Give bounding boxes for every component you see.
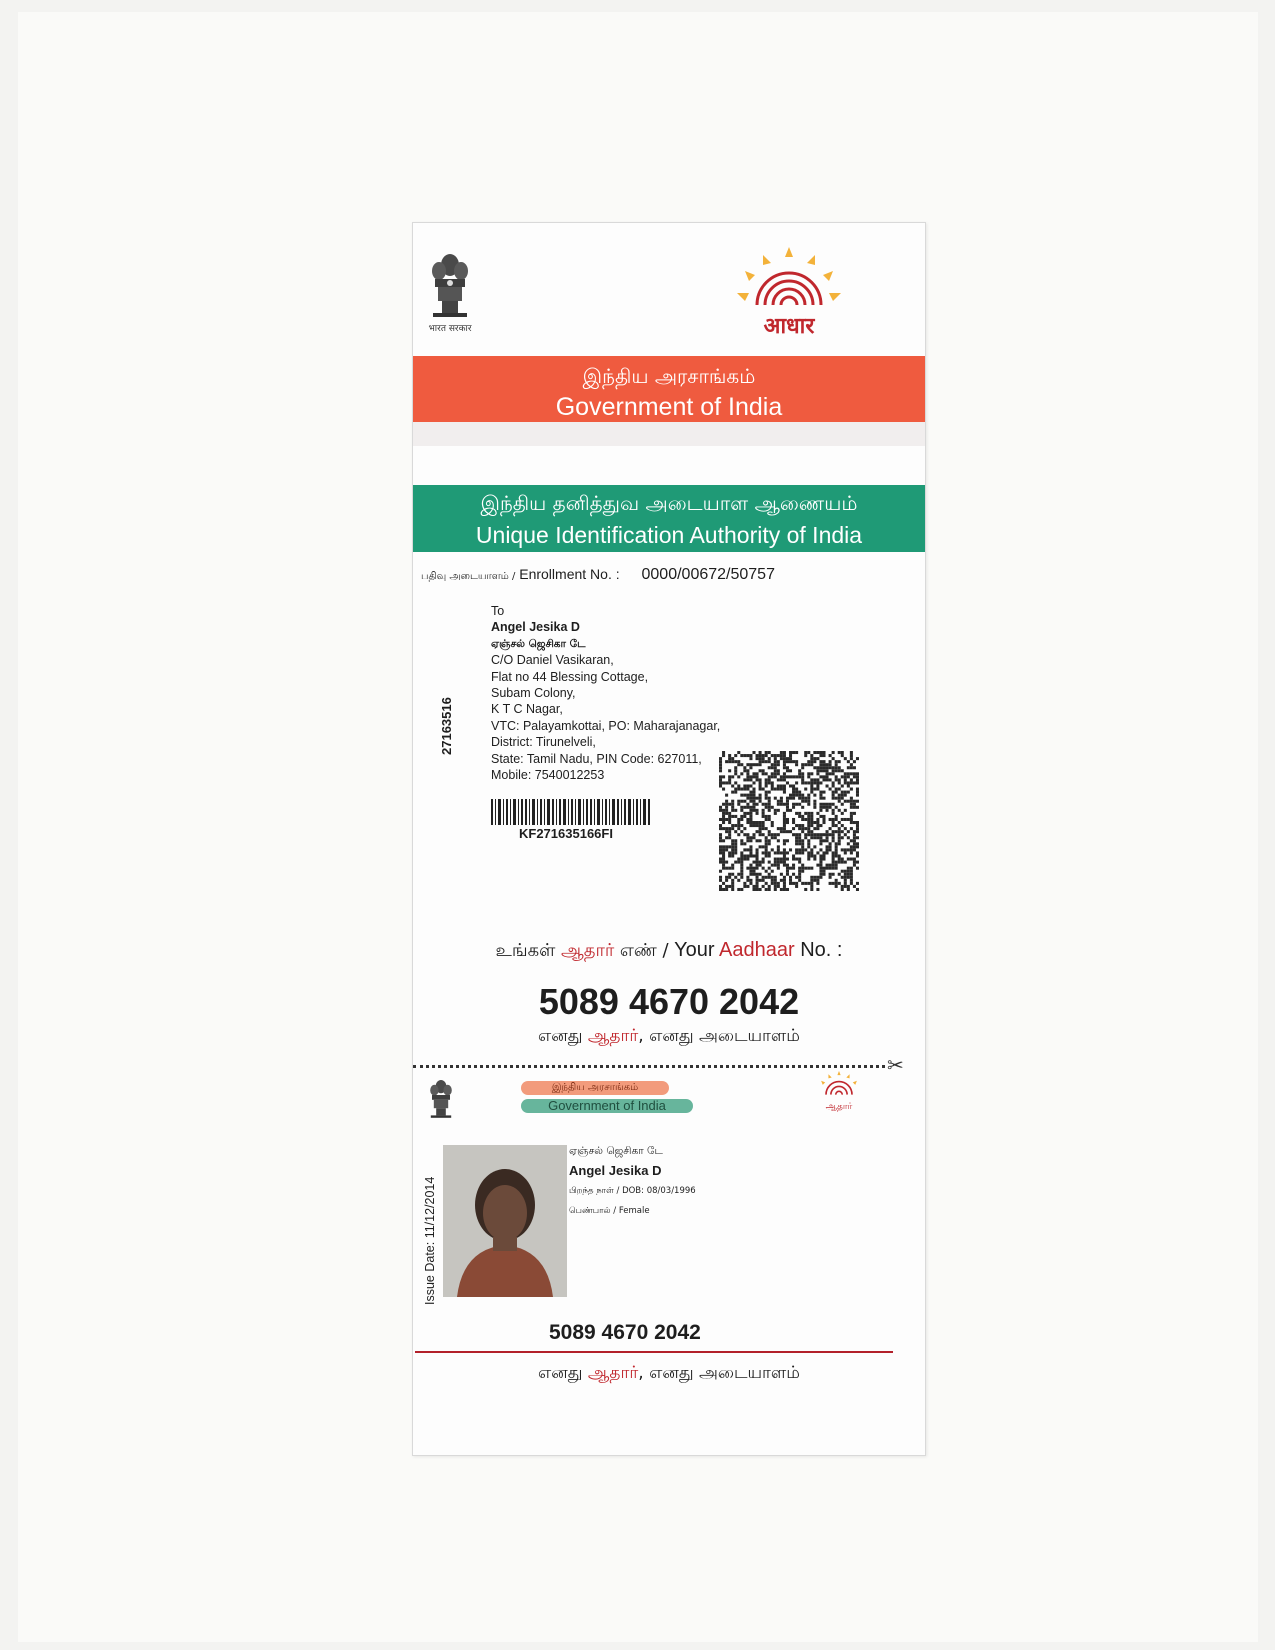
your-label-english-prefix: Your [674,939,715,961]
slogan-part1: எனது [538,1026,583,1046]
mini-slogan-aadhaar: ஆதார் [587,1363,639,1383]
government-english: Government of India [555,393,783,421]
your-label-english-suffix: No. : [800,939,843,961]
uidai-tamil: இந்திய தனித்துவ அடையாள ஆணையம் [480,491,858,515]
emblem-caption: भारत सरकार [428,324,472,334]
side-code: 27163516 [439,697,454,755]
mini-logo-text: ஆதார் [825,1102,853,1112]
address-block [491,603,720,783]
your-aadhaar-label [413,939,925,963]
barcode-icon [491,799,651,825]
qr-code-icon [719,751,859,891]
address-line: Mobile: 7540012253 [491,768,605,783]
aadhaar-number: 5089 4670 2042 [538,981,800,1022]
enrollment-number: 0000/00672/50757 [641,566,775,583]
mini-aadhaar-number: 5089 4670 2042 [549,1321,701,1344]
enrollment-label: Enrollment No. : [519,566,620,582]
resident-photo [443,1145,567,1297]
slogan-part2: , எனது அடையாளம் [638,1026,800,1046]
government-band [413,356,925,422]
mini-details [569,1141,696,1221]
address-line: Flat no 44 Blessing Cottage, [491,669,649,684]
aadhaar-logo-text: आधार [763,314,815,339]
cut-line [413,1065,885,1068]
mini-gender: பெண்பால் / Female [569,1206,650,1216]
uidai-english: Unique Identification Authority of India [475,522,863,548]
mini-gov-english: Government of India [521,1099,693,1113]
slogan [413,1026,925,1048]
mini-dob: பிறந்த நாள் / DOB: 08/03/1996 [569,1186,696,1196]
government-tamil: இந்திய அரசாங்கம் [582,364,756,388]
address-line: C/O Daniel Vasikaran, [491,653,614,668]
address-to: To [491,604,505,618]
your-label-english-aadhaar: Aadhaar [719,939,795,961]
address-line: K T C Nagar, [491,702,563,717]
aadhaar-logo-icon [733,247,845,311]
address-line: VTC: Palayamkottai, PO: Maharajanagar, [491,718,721,733]
mini-emblem-icon [421,1075,461,1121]
mini-aadhaar-logo [813,1071,865,1113]
mini-name: Angel Jesika D [569,1163,662,1178]
mini-name-tamil: ஏஞ்சல் ஜெசிகா டே [569,1145,663,1157]
band-divider [413,422,925,446]
red-divider [415,1351,893,1353]
issue-date: Issue Date: 11/12/2014 [423,1176,437,1305]
mini-gov-tamil: இந்திய அரசாங்கம் [521,1081,669,1095]
uidai-band [413,485,925,552]
enrollment-row [421,566,775,584]
resident-name-tamil: ஏஞ்சல் ஜெசிகா டே [491,637,586,650]
aadhaar-letter [412,222,926,1456]
scissors-icon: ✂ [887,1055,904,1077]
resident-name: Angel Jesika D [491,620,580,635]
address-line: State: Tamil Nadu, PIN Code: 627011, [491,751,702,766]
barcode-number: KF271635166FI [519,826,613,841]
national-emblem-icon [421,249,479,334]
address-line: District: Tirunelveli, [491,735,596,750]
your-label-tamil-suffix: எண் / [619,940,669,961]
your-label-tamil-prefix: உங்கள் [495,940,556,961]
your-label-tamil-aadhaar: ஆதார் [560,940,615,961]
mini-aadhaar-logo-icon [816,1071,862,1097]
mini-slogan-part2: , எனது அடையாளம் [638,1363,800,1383]
enrollment-label-tamil: பதிவு அடையாளம் / [421,571,516,582]
mini-slogan [413,1363,925,1385]
address-line: Subam Colony, [491,686,576,701]
mini-slogan-part1: எனது [538,1363,583,1383]
aadhaar-logo [729,247,849,338]
slogan-aadhaar: ஆதார் [587,1026,639,1046]
